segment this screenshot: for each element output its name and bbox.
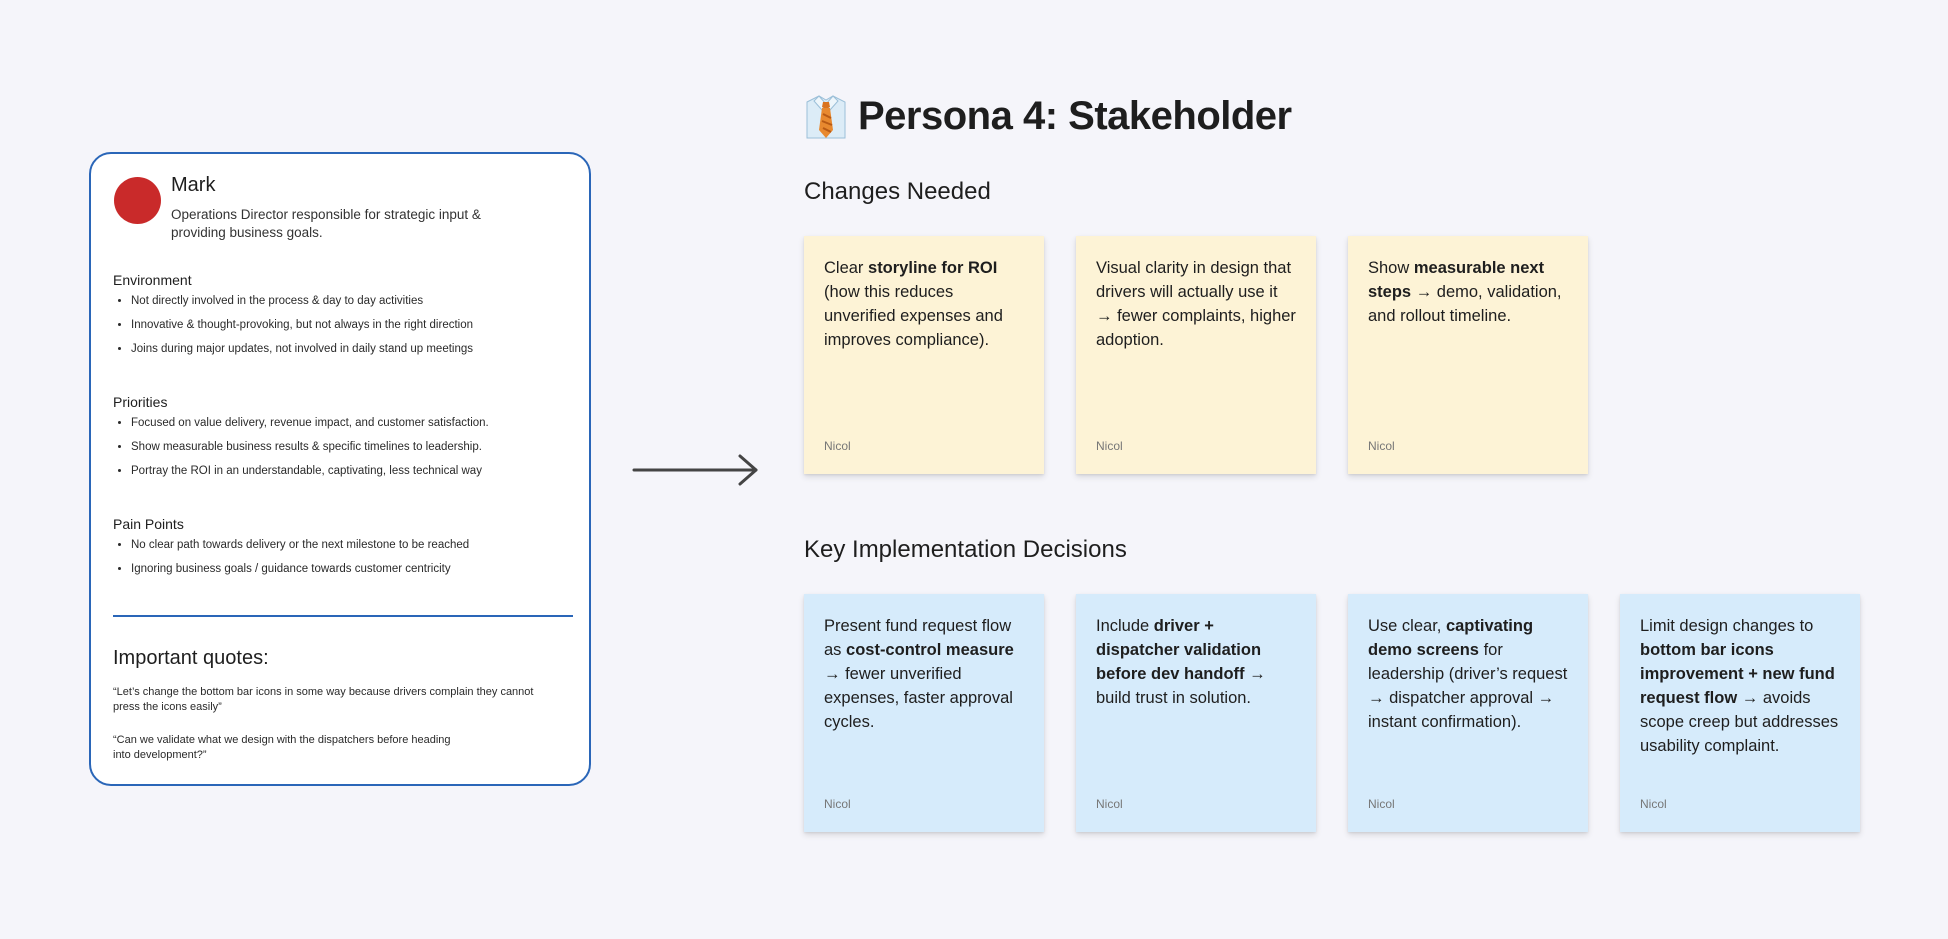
sticky-text-run: Limit design changes to	[1640, 617, 1814, 635]
sticky-text-bold: driver + dispatcher validation before dev handoff	[1096, 617, 1262, 683]
persona-name: Mark	[171, 174, 216, 196]
sticky-note[interactable]	[1348, 594, 1588, 832]
persona-role: Operations Director responsible for strategic input & providing business goals.	[171, 207, 481, 240]
sticky-author: Nicol	[824, 797, 851, 811]
sticky-text-run: for leadership (driver’s request → dispatcher approval → instant confirmation).	[1368, 641, 1568, 731]
sticky-author: Nicol	[1096, 439, 1123, 453]
arrow-right-icon[interactable]	[632, 452, 762, 488]
list-item: • No clear path towards delivery or the next milestone to be reached	[131, 538, 573, 553]
section-priorities	[113, 394, 573, 488]
section-title: Environment	[113, 272, 192, 288]
section-title: Priorities	[113, 394, 168, 410]
list-item: • Ignoring business goals / guidance towards customer centricity	[131, 562, 573, 577]
divider	[113, 615, 573, 617]
list-item: • Joins during major updates, not involved in daily stand up meetings	[131, 342, 573, 357]
list-item: • Innovative & thought-provoking, but not always in the right direction	[131, 318, 573, 333]
quotes-title: Important quotes:	[113, 647, 269, 669]
quote: “Can we validate what we design with the dispatchers before heading into development?”	[113, 734, 451, 761]
avatar	[114, 177, 161, 224]
list-item: • Not directly involved in the process & day to day activities	[131, 294, 573, 309]
sticky-text	[824, 614, 1024, 734]
list-item: • Focused on value delivery, revenue impact, and customer satisfaction.	[131, 416, 573, 431]
sticky-text-run: → avoids scope creep but addresses usability complaint.	[1640, 689, 1839, 755]
sticky-text-run: Present fund request flow as	[824, 617, 1012, 659]
sticky-note[interactable]	[1076, 594, 1316, 832]
sticky-text-run: → demo, validation, and rollout timeline.	[1368, 283, 1562, 325]
sticky-text-run: → fewer unverified expenses, faster approval cycles.	[824, 665, 1013, 731]
sticky-author: Nicol	[1368, 439, 1395, 453]
sticky-text	[1368, 614, 1568, 734]
sticky-text-bold: storyline for ROI	[868, 259, 998, 277]
persona-card[interactable]	[89, 152, 591, 786]
section-title: Pain Points	[113, 516, 184, 532]
sticky-text-bold: cost-control measure	[846, 641, 1014, 659]
sticky-author: Nicol	[1640, 797, 1667, 811]
section-title-decisions: Key Implementation Decisions	[804, 536, 1127, 563]
section-pain-points	[113, 516, 573, 586]
list-item: • Show measurable business results & specific timelines to leadership.	[131, 440, 573, 455]
sticky-note[interactable]	[1348, 236, 1588, 474]
sticky-text	[1640, 614, 1840, 758]
necktie-icon	[804, 92, 848, 140]
sticky-note[interactable]	[804, 594, 1044, 832]
sticky-text-run: Use clear,	[1368, 617, 1446, 635]
sticky-author: Nicol	[1368, 797, 1395, 811]
quote: “Let’s change the bottom bar icons in some way because drivers complain they cannot press the icons easily”	[113, 686, 534, 713]
sticky-text-run: Visual clarity in design that drivers will actually use it → fewer complaints, higher adoption.	[1096, 259, 1296, 349]
sticky-text-bold: measurable next steps	[1368, 259, 1545, 301]
sticky-text-run: → build trust in solution.	[1096, 665, 1266, 707]
sticky-text-bold: bottom bar icons improvement + new fund request flow	[1640, 641, 1835, 707]
title-row	[804, 92, 1292, 140]
sticky-text-bold: captivating demo screens	[1368, 617, 1534, 659]
sticky-author: Nicol	[1096, 797, 1123, 811]
sticky-text	[824, 256, 1024, 352]
page-title: Persona 4: Stakeholder	[858, 93, 1292, 138]
sticky-text-run: Include	[1096, 617, 1154, 635]
list-item: • Portray the ROI in an understandable, captivating, less technical way	[131, 464, 573, 479]
section-title-changes: Changes Needed	[804, 178, 991, 205]
sticky-note[interactable]	[1076, 236, 1316, 474]
sticky-text	[1096, 256, 1296, 352]
section-environment	[113, 272, 573, 366]
sticky-text-run: Clear	[824, 259, 869, 277]
sticky-text-run: (how this reduces unverified expenses and improves compliance).	[824, 283, 1003, 349]
sticky-text	[1368, 256, 1568, 328]
sticky-text	[1096, 614, 1296, 710]
sticky-note[interactable]	[1620, 594, 1860, 832]
sticky-author: Nicol	[824, 439, 851, 453]
sticky-text-run: Show	[1368, 259, 1414, 277]
sticky-note[interactable]	[804, 236, 1044, 474]
